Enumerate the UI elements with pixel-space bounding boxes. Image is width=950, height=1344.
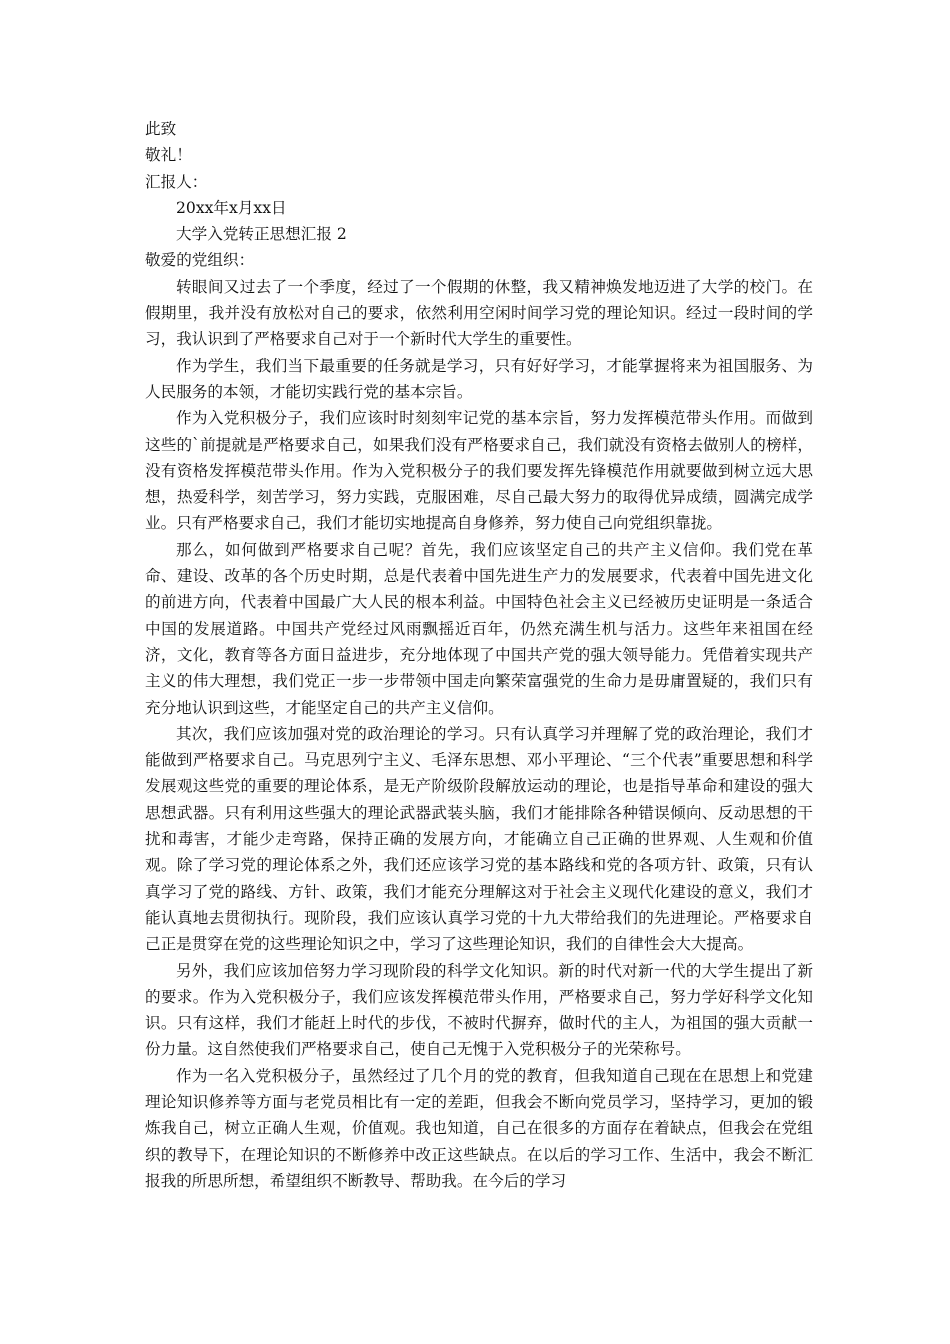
body-paragraph: 其次，我们应该加强对党的政治理论的学习。只有认真学习并理解了党的政治理论，我们才能做到严格要求自己。马克思列宁主义、毛泽东思想、邓小平理论、“三个代表”重要思想和科学发展观这些党的重要的理论体系，是无产阶级阶段解放运动的理论，也是指导革命和建设的强大思想武器。只有利用这些强大的理论武器武装头脑，我们才能排除各种错误倾向、反动思想的干扰和毒害，才能少走弯路，保持正确的发展方向，才能确立自己正确的世界观、人生观和价值观。除了学习党的理论体系之外，我们还应该学习党的基本路线和党的各项方针、政策，只有认真学习了党的路线、方针、政策，我们才能充分理解这对于社会主义现代化建设的意义，我们才能认真地去贯彻执行。现阶段，我们应该认真学习党的十九大带给我们的先进理论。严格要求自己正是贯穿在党的这些理论知识之中，学习了这些理论知识，我们的自律性会大大提高。 xyxy=(145,724,813,954)
closing-greeting: 此致 xyxy=(145,120,177,138)
reporter-label: 汇报人： xyxy=(145,172,208,191)
document-title: 大学入党转正思想汇报 2 xyxy=(176,225,347,244)
body-paragraph: 那么，如何做到严格要求自己呢？首先，我们应该坚定自己的共产主义信仰。我们党在革命、建设、改革的各个历史时期，总是代表着中国先进生产力的发展要求，代表着中国先进文化的前进方向，代表着中国最广大人民的根本利益。中国特色社会主义已经被历史证明是一条适合中国的发展道路。中国共产党经过风雨飘摇近百年，仍然充满生机与活力。这些年来祖国在经济，文化，教育等各方面日益进步，充分地体现了中国共产党的强大领导能力。凭借着实现共产主义的伟大理想，我们党正一步一步带领中国走向繁荣富强党的生命力是毋庸置疑的，我们只有充分地认识到这些，才能坚定自己的共产主义信仰。 xyxy=(145,540,813,717)
body-paragraph: 另外，我们应该加倍努力学习现阶段的科学文化知识。新的时代对新一代的大学生提出了新的要求。作为入党积极分子，我们应该发挥模范带头作用，严格要求自己，努力学好科学文化知识。只有这样，我们才能赶上时代的步伐，不被时代摒弃，做时代的主人，为祖国的强大贡献一份力量。这自然使我们严格要求自己，使自己无愧于入党积极分子的光荣称号。 xyxy=(145,961,813,1059)
document-body xyxy=(145,116,813,1194)
body-paragraph: 作为一名入党积极分子，虽然经过了几个月的党的教育，但我知道自己现在在思想上和党建理论知识修养等方面与老党员相比有一定的差距，但我会不断向党员学习，坚持学习，更加的锻炼我自己，树立正确人生观，价值观。我也知道，自己在很多的方面存在着缺点，但我会在党组织的教导下，在理论知识的不断修养中改正这些缺点。在以后的学习工作、生活中，我会不断汇报我的所思所想，希望组织不断教导、帮助我。在今后的学习 xyxy=(145,1066,813,1190)
closing-salute: 敬礼！ xyxy=(145,146,192,165)
salutation: 敬爱的党组织： xyxy=(145,251,255,270)
body-paragraph: 作为学生，我们当下最重要的任务就是学习，只有好好学习，才能掌握将来为祖国服务、为人民服务的本领，才能切实践行党的基本宗旨。 xyxy=(145,356,813,401)
body-paragraph: 作为入党积极分子，我们应该时时刻刻牢记党的基本宗旨，努力发挥模范带头作用。而做到这些的`前提就是严格要求自己，如果我们没有严格要求自己，我们就没有资格去做别人的榜样，没有资格发挥模范带头作用。作为入党积极分子的我们要发挥先锋模范作用就要做到树立远大思想，热爱科学，刻苦学习，努力实践，克服困难，尽自己最大努力的取得优异成绩，圆满完成学业。只有严格要求自己，我们才能切实地提高自身修养，努力使自己向党组织靠拢。 xyxy=(145,409,813,533)
body-paragraph: 转眼间又过去了一个季度，经过了一个假期的休整，我又精神焕发地迈进了大学的校门。在假期里，我并没有放松对自己的要求，依然利用空闲时间学习党的理论知识。经过一段时间的学习，我认识到了严格要求自己对于一个新时代大学生的重要性。 xyxy=(145,277,813,349)
report-date: 20xx年x月xx日 xyxy=(176,198,287,217)
